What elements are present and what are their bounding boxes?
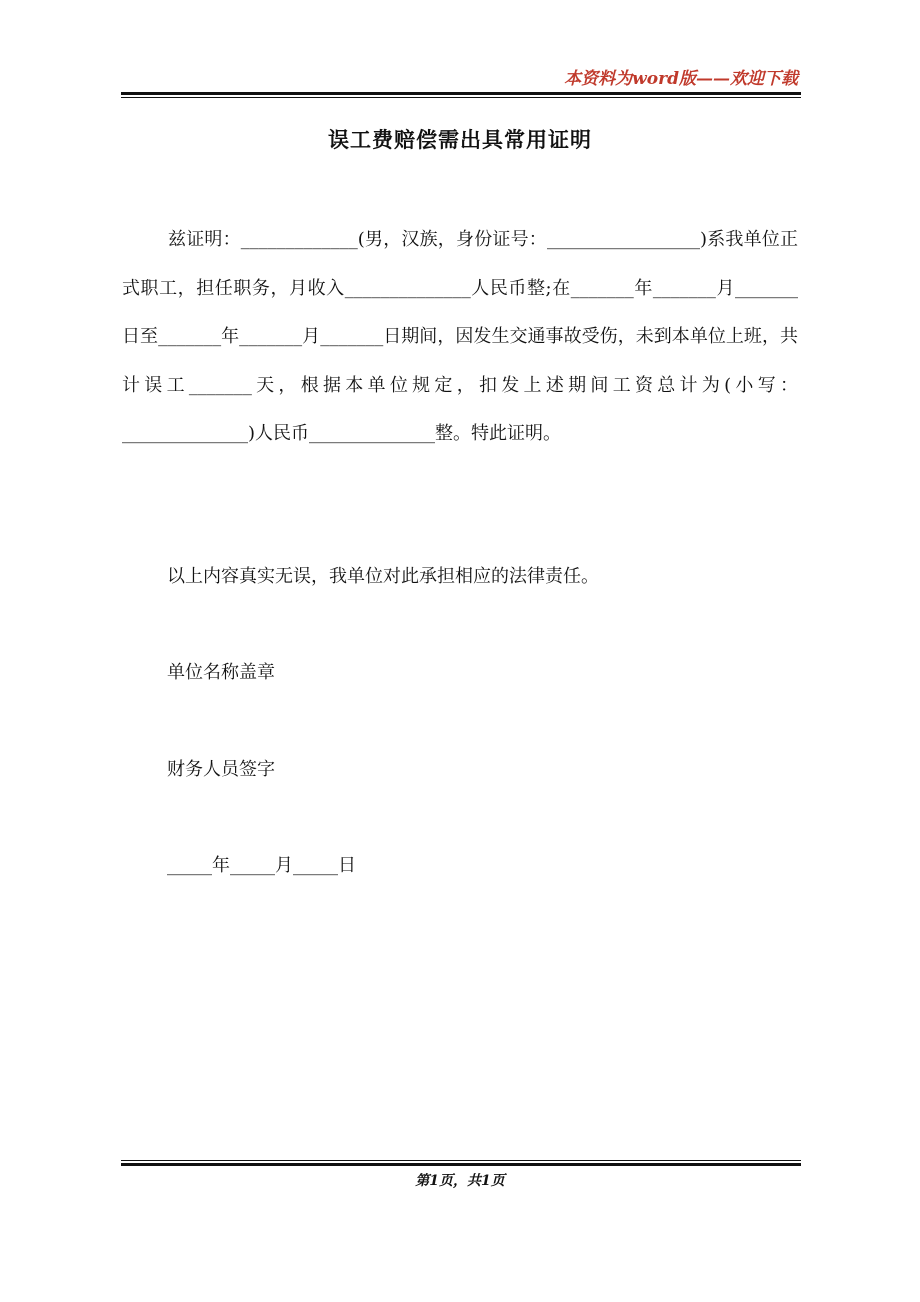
page-number: 第1页，共1页	[415, 1173, 505, 1189]
unit-seal-label: 单位名称盖章	[167, 662, 275, 683]
footer-rule-thin	[121, 1160, 801, 1161]
footer-rule-thick	[121, 1163, 801, 1166]
header-rule-thick	[121, 92, 801, 95]
header-rule-thin	[121, 97, 801, 98]
document-title: 误工费赔偿需出具常用证明	[328, 127, 592, 152]
header-note: 本资料为word版——欢迎下载	[564, 69, 798, 89]
certificate-paragraph: 兹证明：_____________(男，汉族，身份证号：_________________)系我单位正式职工，担任职务，月收入______________人民币整;在_______年_______月_______日至_______年_______月_______日期间，因发生交通事故受伤，未到本单位上班，共计误工_______天，根据本单位规定，扣发上述期间工资总计为(小写：______________)人民币______________整。特此证明。	[122, 229, 798, 444]
finance-signature-label: 财务人员签字	[167, 759, 275, 780]
date-line: _____年_____月_____日	[167, 855, 356, 876]
declaration-text: 以上内容真实无误，我单位对此承担相应的法律责任。	[167, 566, 599, 587]
